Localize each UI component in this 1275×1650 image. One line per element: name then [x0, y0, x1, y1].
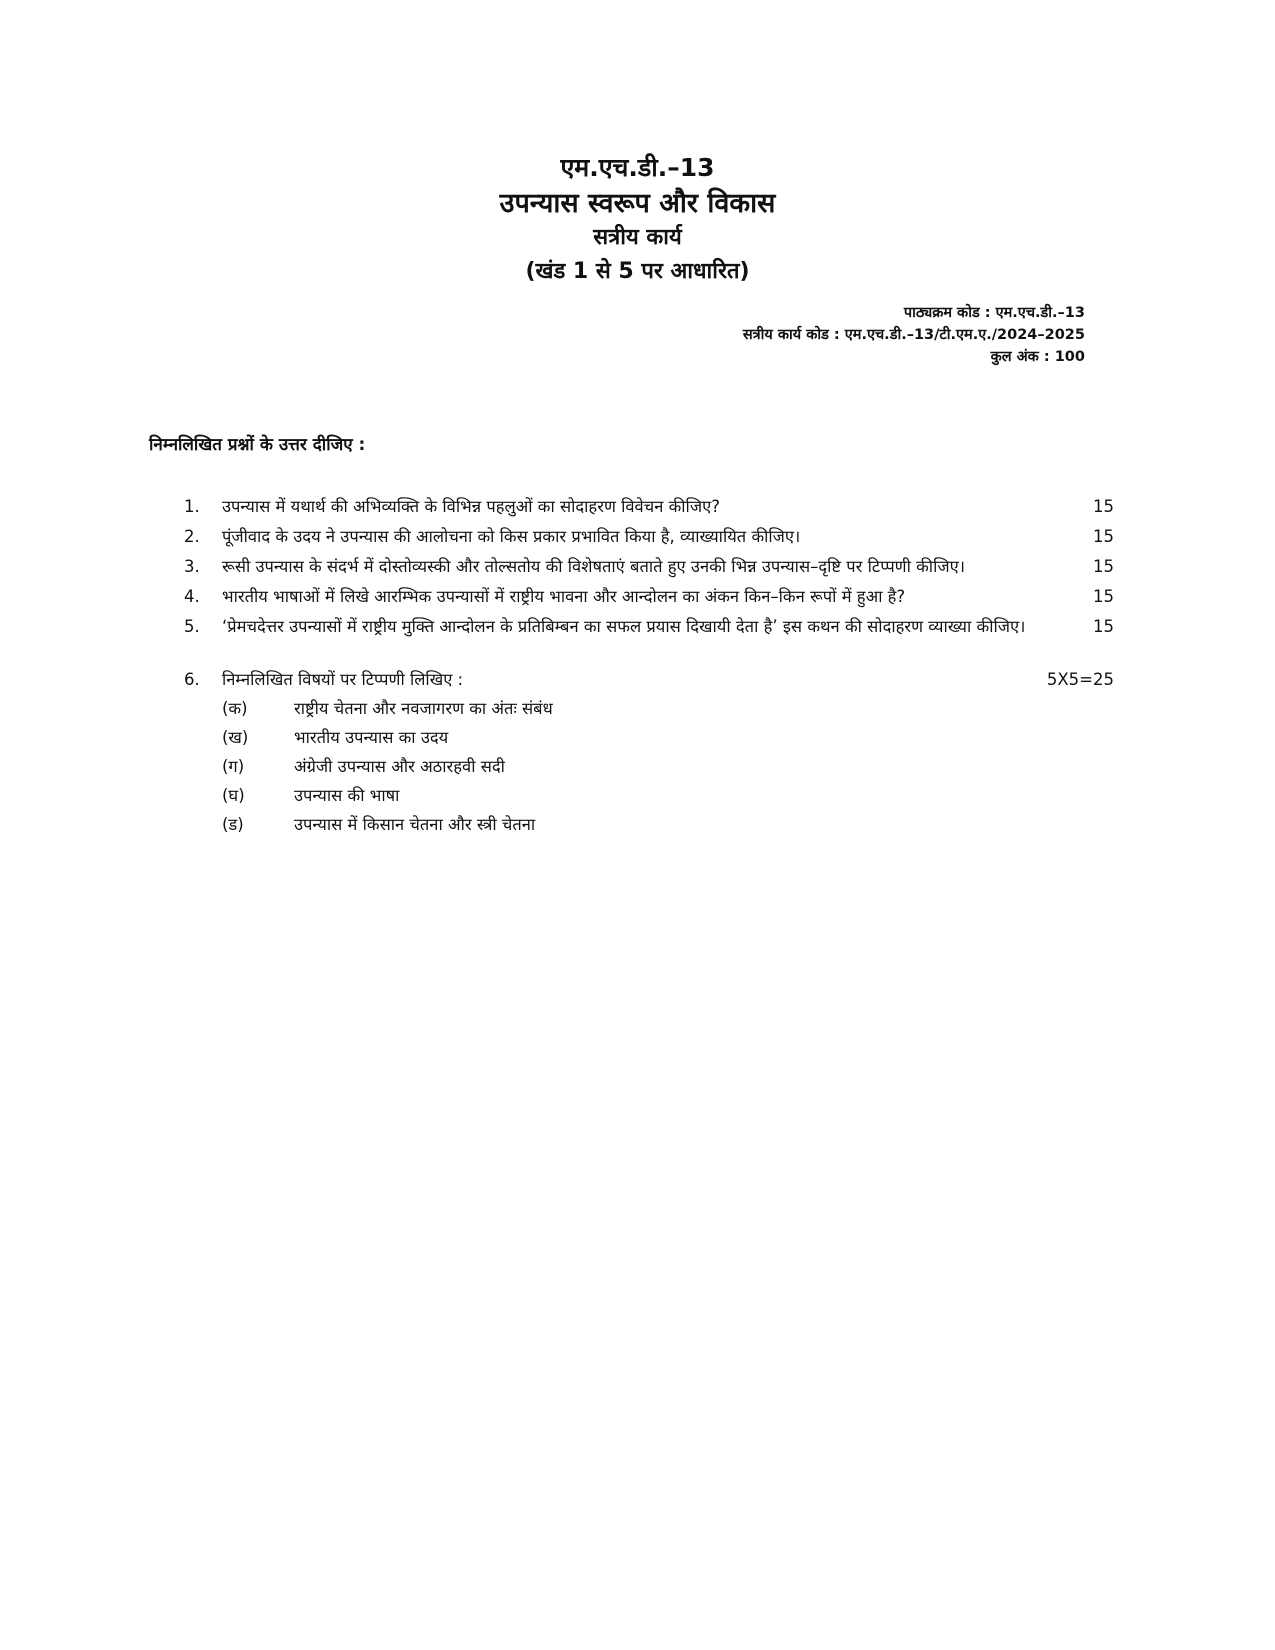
question-number: 2. [184, 527, 200, 546]
assignment-code-line: सत्रीय कार्य कोड : एम.एच.डी.–13/टी.एम.ए./2024–2025 [742, 327, 1085, 343]
question-number: 6. [184, 670, 200, 689]
question-marks: 15 [1093, 617, 1114, 636]
course-code-title: एम.एच.डी.–13 [560, 153, 715, 182]
question-marks: 15 [1093, 557, 1114, 576]
subitem [222, 723, 1114, 752]
question-marks: 15 [1093, 527, 1114, 546]
subitem-label: (ख) [222, 728, 249, 747]
question-item [184, 552, 1114, 581]
subitem [222, 781, 1114, 810]
subitem-text: उपन्यास में किसान चेतना और स्त्री चेतना [294, 815, 536, 834]
subitem-text: उपन्यास की भाषा [294, 786, 400, 805]
question-marks: 15 [1093, 587, 1114, 606]
question-item [184, 582, 1114, 611]
question-marks: 15 [1093, 497, 1114, 516]
question-text: पूंजीवाद के उदय ने उपन्यास की आलोचना को किस प्रकार प्रभावित किया है, व्याख्यायित कीजिए। [222, 527, 801, 546]
subitem-text: राष्ट्रीय चेतना और नवजागरण का अंतः संबंध [294, 699, 553, 718]
assignment-basis: (खंड 1 से 5 पर आधारित) [525, 259, 750, 284]
question-item [184, 492, 1114, 521]
subitem [222, 752, 1114, 781]
question-text: उपन्यास में यथार्थ की अभिव्यक्ति के विभिन्न पहलुओं का सोदाहरण विवेचन कीजिए? [222, 497, 720, 516]
instruction-heading: निम्नलिखित प्रश्नों के उत्तर दीजिए : [149, 435, 366, 455]
course-code-line: पाठ्यक्रम कोड : एम.एच.डी.–13 [903, 305, 1085, 321]
question-marks: 5X5=25 [1046, 670, 1114, 689]
question-number: 4. [184, 587, 200, 606]
question-text: ‘प्रेमचदेत्तर उपन्यासों में राष्ट्रीय मुक्ति आन्दोलन के प्रतिबिम्बन का सफल प्रयास दिखायी देता है’ इस कथन की सोदाहरण व्याख्या कीजिए। [222, 617, 1026, 636]
subitem-text: अंग्रेजी उपन्यास और अठारहवी सदी [294, 757, 505, 776]
subitem-list [222, 694, 1114, 839]
title-block [0, 150, 1275, 290]
subitem-label: (ड) [222, 815, 244, 834]
question-item [184, 612, 1114, 641]
question-list [184, 492, 1114, 840]
meta-block [743, 302, 1085, 368]
subitem-label: (क) [222, 699, 248, 718]
question-number: 3. [184, 557, 200, 576]
course-title: उपन्यास स्वरूप और विकास [499, 188, 776, 219]
question-text: भारतीय भाषाओं में लिखे आरम्भिक उपन्यासों में राष्ट्रीय भावना और आन्दोलन का अंकन किन–किन रूपों में हुआ है? [222, 587, 906, 606]
question-text: रूसी उपन्यास के संदर्भ में दोस्तोव्यस्की और तोल्सतोय की विशेषताएं बताते हुए उनकी भिन्न उपन्यास–दृष्टि पर टिप्पणी कीजिए। [222, 557, 965, 576]
question-text: निम्नलिखित विषयों पर टिप्पणी लिखिए : [222, 670, 464, 689]
subitem [222, 694, 1114, 723]
total-marks-line: कुल अंक : 100 [990, 349, 1085, 365]
subitem-label: (ग) [222, 757, 245, 776]
subitem [222, 810, 1114, 839]
question-item-6 [184, 665, 1114, 839]
subitem-text: भारतीय उपन्यास का उदय [294, 728, 449, 747]
subitem-label: (घ) [222, 786, 245, 805]
question-number: 5. [184, 617, 200, 636]
question-number: 1. [184, 497, 200, 516]
question-item [184, 522, 1114, 551]
assignment-title: सत्रीय कार्य [593, 225, 682, 250]
